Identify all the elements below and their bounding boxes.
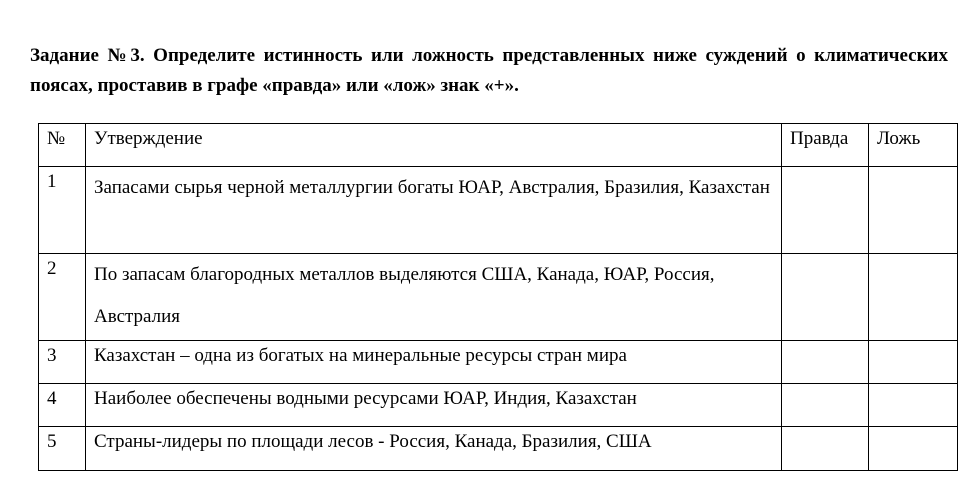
row-true-cell[interactable] — [782, 254, 869, 341]
row-number: 5 — [39, 427, 86, 471]
row-number: 1 — [39, 167, 86, 254]
row-true-cell[interactable] — [782, 341, 869, 384]
row-true-cell[interactable] — [782, 427, 869, 471]
row-statement: Запасами сырья черной металлургии богаты ЮАР, Австралия, Бразилия, Казахстан — [86, 167, 782, 254]
header-number: № — [39, 124, 86, 167]
row-false-cell[interactable] — [869, 167, 958, 254]
statements-table — [38, 123, 958, 471]
row-false-cell[interactable] — [869, 427, 958, 471]
row-false-cell[interactable] — [869, 384, 958, 427]
row-statement: Наиболее обеспечены водными ресурсами ЮАР, Индия, Казахстан — [86, 384, 782, 427]
table-header-row — [39, 124, 958, 167]
row-statement: Страны-лидеры по площади лесов - Россия, Канада, Бразилия, США — [86, 427, 782, 471]
table-row — [39, 254, 958, 341]
header-false: Ложь — [869, 124, 958, 167]
table-row — [39, 427, 958, 471]
row-number: 3 — [39, 341, 86, 384]
row-true-cell[interactable] — [782, 167, 869, 254]
table-row — [39, 384, 958, 427]
table-row — [39, 341, 958, 384]
table-row — [39, 167, 958, 254]
header-true: Правда — [782, 124, 869, 167]
row-false-cell[interactable] — [869, 254, 958, 341]
task-heading: Задание №3. Определите истинность или ложность представленных ниже суждений о климатических поясах, проставив в графе «правда» или «лож» знак «+». — [30, 45, 948, 96]
row-statement: По запасам благородных металлов выделяются США, Канада, ЮАР, Россия, Австралия — [86, 254, 782, 341]
row-number: 4 — [39, 384, 86, 427]
row-statement: Казахстан – одна из богатых на минеральные ресурсы стран мира — [86, 341, 782, 384]
row-true-cell[interactable] — [782, 384, 869, 427]
row-false-cell[interactable] — [869, 341, 958, 384]
header-statement: Утверждение — [86, 124, 782, 167]
row-number: 2 — [39, 254, 86, 341]
